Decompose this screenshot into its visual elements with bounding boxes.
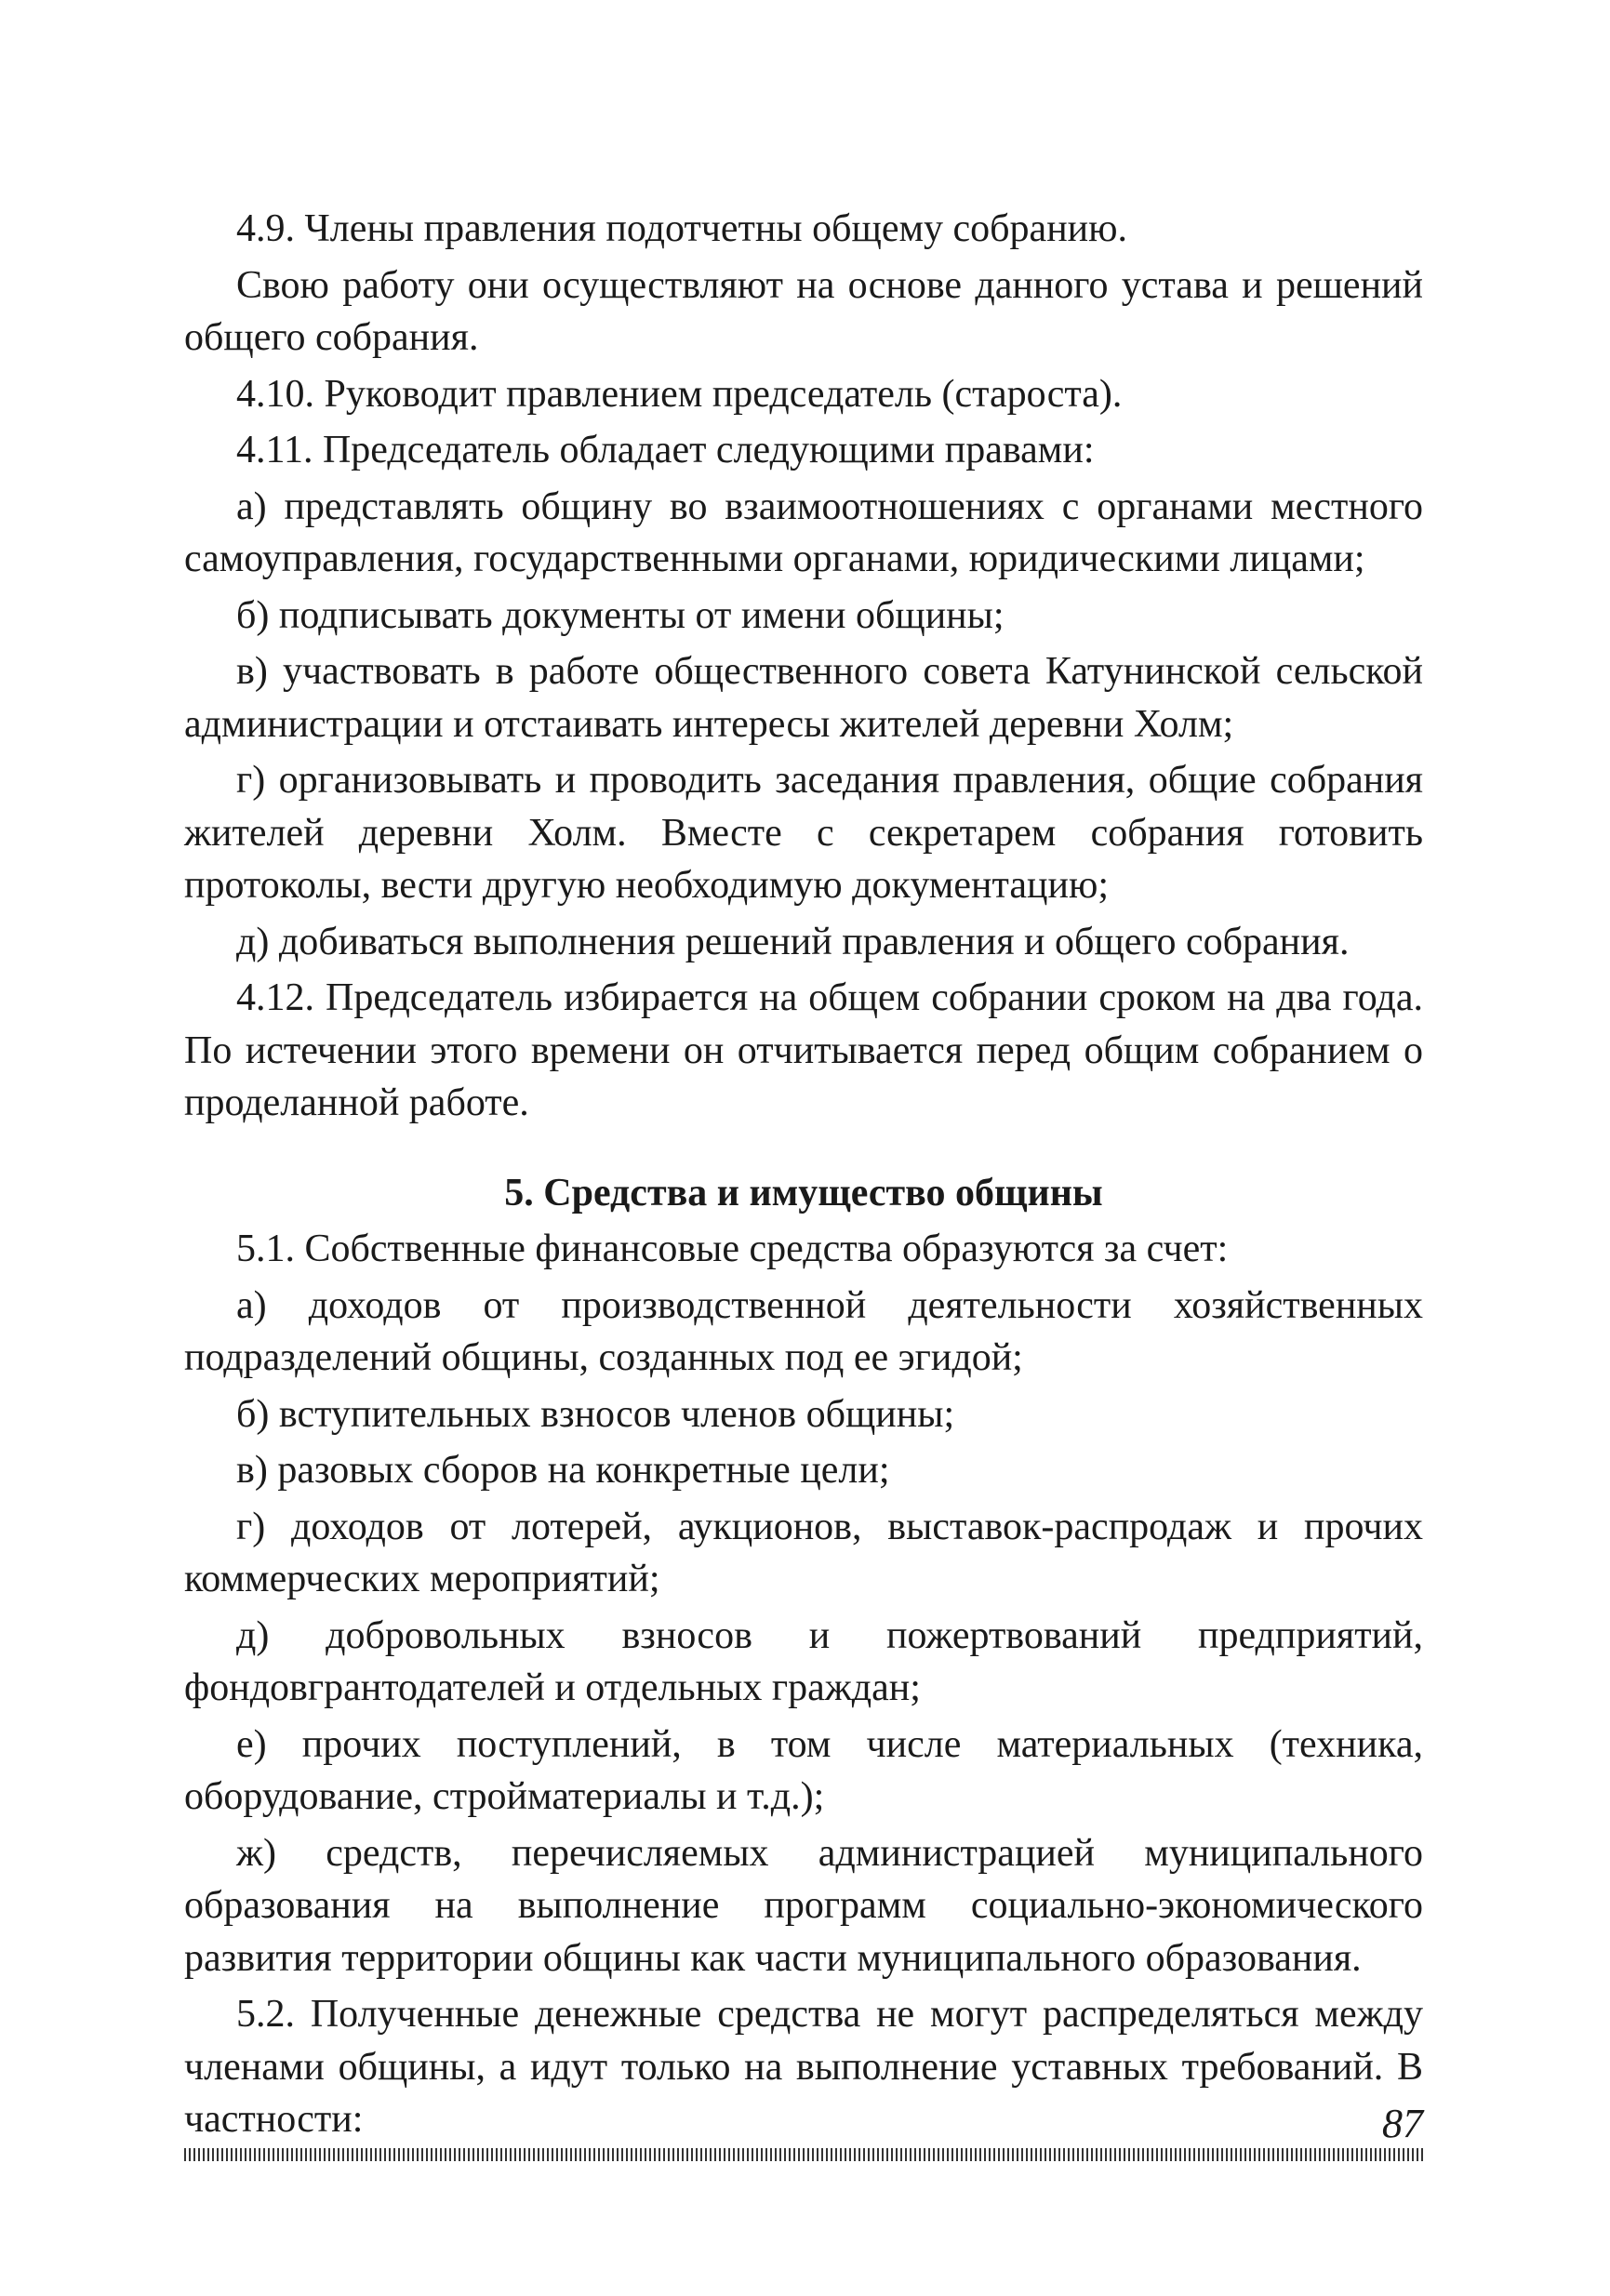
document-body	[184, 203, 1423, 2150]
paragraph-4-9-work: Свою работу они осуществляют на основе данного устава и решений общего собрания.	[184, 263, 1423, 359]
paragraph-5-2: 5.2. Полученные денежные средства не могут распределяться между членами общины, а идут только на выполнение уставных требований. В частности:	[184, 1993, 1423, 2141]
list-item-zh: ж) средств, перечисляемых администрацией муниципального образования на выполнение программ социально-экономического развития территории общины как части муниципального образования.	[184, 1831, 1423, 1980]
list-item-v: в) разовых сборов на конкретные цели;	[236, 1449, 890, 1492]
footer-rule	[184, 2148, 1423, 2161]
list-item-a: а) представлять общину во взаимоотношениях с органами местного самоуправления, государственными органами, юридическими лицами;	[184, 484, 1423, 580]
list-item-v: в) участвовать в работе общественного совета Катунинской сельской администрации и отстаивать интересы жителей деревни Холм;	[184, 650, 1423, 746]
paragraph-5-1: 5.1. Собственные финансовые средства образуются за счет:	[236, 1228, 1229, 1270]
paragraph-4-12: 4.12. Председатель избирается на общем собрании сроком на два года. По истечении этого времени он отчитывается перед общим собранием о проделанной работе.	[184, 976, 1423, 1124]
list-item-b: б) вступительных взносов членов общины;	[236, 1392, 955, 1436]
list-item-a: а) доходов от производственной деятельности хозяйственных подразделений общины, созданных под ее эгидой;	[184, 1283, 1423, 1379]
section-heading: 5. Средства и имущество общины	[504, 1171, 1103, 1214]
list-item-g: г) организовывать и проводить заседания правления, общие собрания жителей деревни Холм. Вместе с секретарем собрания готовить протоколы, вести другую необходимую документацию;	[184, 759, 1423, 907]
list-item-e: е) прочих поступлений, в том числе материальных (техника, оборудование, стройматериалы и т.д.);	[184, 1722, 1423, 1818]
page-footer	[184, 2101, 1423, 2159]
paragraph-4-10: 4.10. Руководит правлением председатель (староста).	[236, 372, 1123, 416]
paragraph-4-11: 4.11. Председатель обладает следующими правами:	[236, 429, 1095, 471]
page-number: 87	[1382, 2101, 1423, 2146]
paragraph-4-9: 4.9. Члены правления подотчетны общему собранию.	[236, 207, 1128, 250]
list-item-d: д) добиваться выполнения решений правления и общего собрания.	[236, 920, 1350, 963]
list-item-b: б) подписывать документы от имени общины;	[236, 593, 1005, 637]
list-item-g: г) доходов от лотерей, аукционов, выставок-распродаж и прочих коммерческих мероприятий;	[184, 1505, 1423, 1600]
list-item-d: д) добровольных взносов и пожертвований предприятий, фондовгрантодателей и отдельных граждан;	[184, 1613, 1423, 1709]
